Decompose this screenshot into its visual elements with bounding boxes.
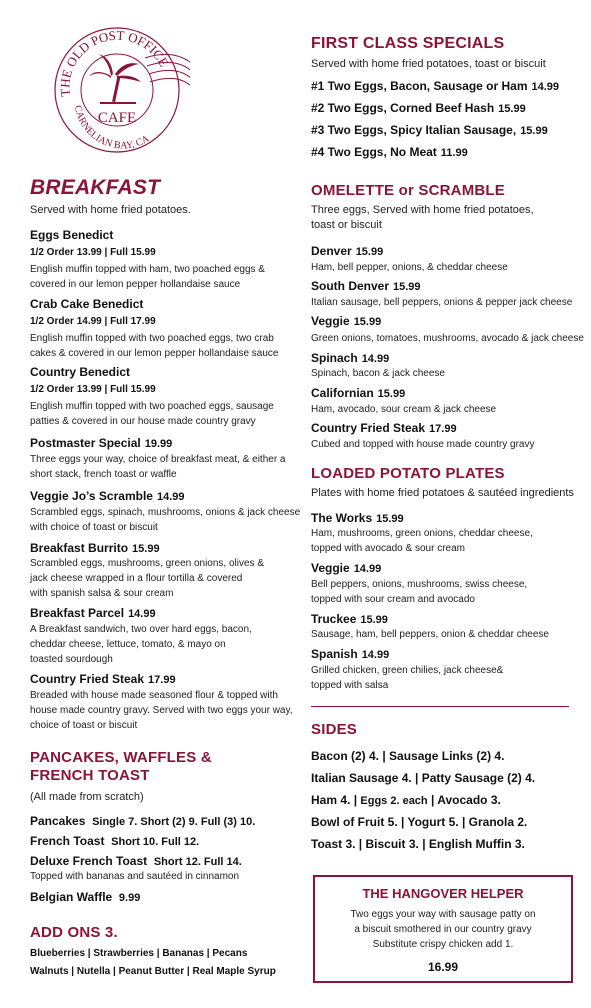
menu-item-name: Spinach 14.99 xyxy=(311,351,390,365)
menu-item-desc: Ham, mushrooms, green onions, cheddar cheese, topped with avocado & sour cream xyxy=(311,528,533,554)
menu-item-desc: Breaded with house made seasoned flour & topped with house made country gravy. Served with two eggs your way, choice of toast or biscuit xyxy=(30,690,293,731)
hangover-price: 16.99 xyxy=(427,960,459,974)
menu-item-name: French Toast Short 10. Full 12. xyxy=(30,834,200,848)
logo-top-text: THE OLD POST OFFICE xyxy=(57,27,172,98)
menu-item-desc: Grilled chicken, green chilies, jack cheese& topped with salsa xyxy=(311,665,504,691)
menu-item-desc: Cubed and topped with house made country gravy xyxy=(311,439,535,450)
pancakes-title-line2: FRENCH TOAST xyxy=(30,767,150,784)
logo-bottom-text: CARNELIAN BAY, CA xyxy=(71,104,152,152)
menu-item-name: South Denver 15.99 xyxy=(311,279,421,293)
menu-item-name: Spanish 14.99 xyxy=(311,647,390,661)
hangover-desc-line3: Substitute crispy chicken add 1. xyxy=(372,939,514,950)
menu-item-desc: Bell peppers, onions, mushrooms, swiss cheese, topped with sour cream and avocado xyxy=(311,579,528,605)
menu-item-price: 1/2 Order 13.99 | Full 15.99 xyxy=(30,384,156,395)
menu-item-desc: English muffin topped with two poached eggs, two crab cakes & covered in our lemon pepper hollandaise sauce xyxy=(30,333,279,359)
omelette-title: OMELETTE or SCRAMBLE xyxy=(311,182,505,199)
menu-item-name: Country Fried Steak 17.99 xyxy=(30,672,176,686)
hangover-desc-line2: a biscuit smothered in our country gravy xyxy=(354,924,532,935)
menu-item-desc: Three eggs your way, choice of breakfast meat, & either a short stack, french toast or waffle xyxy=(30,454,286,480)
menu-item-name: #1 Two Eggs, Bacon, Sausage or Ham 14.99 xyxy=(311,79,560,93)
menu-item-desc: A Breakfast sandwich, two over hard eggs, bacon, cheddar cheese, lettuce, tomato, & mayo on toasted sourdough xyxy=(30,624,252,665)
hangover-desc-line1: Two eggs your way with sausage patty on xyxy=(350,909,536,920)
menu-item-name: Californian 15.99 xyxy=(311,386,406,400)
menu-item-name: #3 Two Eggs, Spicy Italian Sausage, 15.99 xyxy=(311,123,548,137)
menu-item-desc: Green onions, tomatoes, mushrooms, avocado & jack cheese xyxy=(311,333,584,344)
sides-line: Bowl of Fruit 5. | Yogurt 5. | Granola 2. xyxy=(311,815,528,829)
addons-title: ADD ONS 3. xyxy=(30,924,118,941)
addons-line2: Walnuts | Nutella | Peanut Butter | Real Maple Syrup xyxy=(30,966,276,977)
addons-line1: Blueberries | Strawberries | Bananas | Pecans xyxy=(30,948,248,959)
menu-item-price: 1/2 Order 13.99 | Full 15.99 xyxy=(30,247,156,258)
omelette-subtitle: Three eggs, Served with home fried potatoes, toast or biscuit xyxy=(311,204,534,231)
cafe-logo-stamp xyxy=(45,18,190,163)
sides-line: Toast 3. | Biscuit 3. | English Muffin 3. xyxy=(311,837,525,851)
menu-item-name: Truckee 15.99 xyxy=(311,612,388,626)
menu-item-name: Pancakes Single 7. Short (2) 9. Full (3) 10. xyxy=(30,814,256,828)
menu-item-desc: English muffin topped with two poached eggs, sausage patties & covered in our house made country gravy xyxy=(30,401,274,427)
menu-item-name: Eggs Benedict xyxy=(30,228,114,242)
first-class-subtitle: Served with home fried potatoes, toast or biscuit xyxy=(311,58,546,70)
menu-item-desc: English muffin topped with ham, two poached eggs & covered in our lemon pepper hollandaise sauce xyxy=(30,264,265,290)
menu-item-name: #2 Two Eggs, Corned Beef Hash 15.99 xyxy=(311,101,526,115)
menu-item-name: Veggie 15.99 xyxy=(311,314,382,328)
menu-item-name: Veggie Jo’s Scramble 14.99 xyxy=(30,489,185,503)
menu-item-name: #4 Two Eggs, No Meat 11.99 xyxy=(311,145,468,159)
menu-item-name: Crab Cake Benedict xyxy=(30,297,144,311)
menu-item-name: Belgian Waffle 9.99 xyxy=(30,890,141,904)
menu-item-name: The Works 15.99 xyxy=(311,511,404,525)
menu-item-desc: Sausage, ham, bell peppers, onion & cheddar cheese xyxy=(311,629,549,640)
menu-item-name: Breakfast Parcel 14.99 xyxy=(30,606,156,620)
logo-middle-text: CAFE xyxy=(97,110,137,126)
menu-item-desc: Scrambled eggs, mushrooms, green onions, olives & jack cheese wrapped in a flour tortilla & covered with spanish salsa & sour cream xyxy=(30,558,265,599)
palm-tree-icon xyxy=(89,54,141,104)
menu-item-desc: Ham, bell pepper, onions, & cheddar cheese xyxy=(311,262,508,273)
hangover-helper-box xyxy=(313,875,573,983)
breakfast-title: BREAKFAST xyxy=(30,176,161,199)
menu-item-desc: Ham, avocado, sour cream & jack cheese xyxy=(311,404,497,415)
menu-item-desc: Topped with bananas and sautéed in cinnamon xyxy=(30,871,240,882)
sides-line: Italian Sausage 4. | Patty Sausage (2) 4. xyxy=(311,771,536,785)
first-class-title: FIRST CLASS SPECIALS xyxy=(311,35,505,52)
menu-item-name: Denver 15.99 xyxy=(311,244,384,258)
section-divider xyxy=(311,706,569,707)
potato-title: LOADED POTATO PLATES xyxy=(311,465,505,482)
breakfast-subtitle: Served with home fried potatoes. xyxy=(30,204,191,216)
potato-subtitle: Plates with home fried potatoes & sautéed ingredients xyxy=(311,487,574,499)
menu-item-desc: Italian sausage, bell peppers, onions & pepper jack cheese xyxy=(311,297,573,308)
menu-item-desc: Scrambled eggs, spinach, mushrooms, onions & jack cheese with choice of toast or biscuit xyxy=(30,507,301,533)
hangover-title: THE HANGOVER HELPER xyxy=(362,886,524,901)
menu-item-name: Breakfast Burrito 15.99 xyxy=(30,541,160,555)
pancakes-title-line1: PANCAKES, WAFFLES & xyxy=(30,749,212,766)
pancakes-subtitle: (All made from scratch) xyxy=(30,791,144,803)
sides-line: Ham 4. | Eggs 2. each | Avocado 3. xyxy=(311,793,501,807)
menu-item-name: Country Benedict xyxy=(30,365,131,379)
menu-item-price: 1/2 Order 14.99 | Full 17.99 xyxy=(30,316,156,327)
menu-item-desc: Spinach, bacon & jack cheese xyxy=(311,368,445,379)
menu-item-name: Deluxe French Toast Short 12. Full 14. xyxy=(30,854,242,868)
menu-item-name: Postmaster Special 19.99 xyxy=(30,436,173,450)
sides-line: Bacon (2) 4. | Sausage Links (2) 4. xyxy=(311,749,505,763)
menu-item-name: Veggie 14.99 xyxy=(311,561,382,575)
menu-item-name: Country Fried Steak 17.99 xyxy=(311,421,457,435)
sides-title: SIDES xyxy=(311,721,358,738)
